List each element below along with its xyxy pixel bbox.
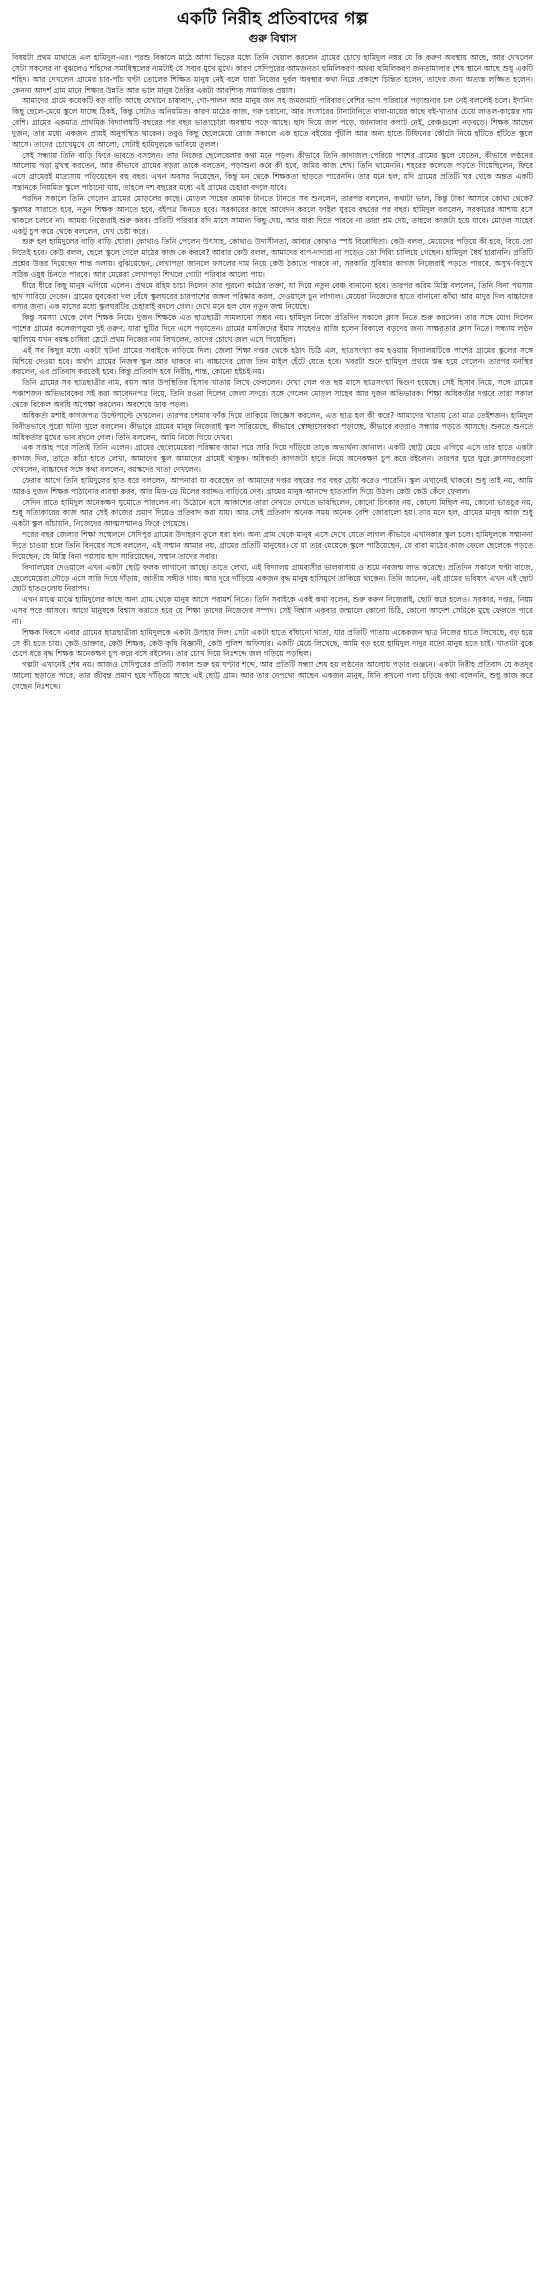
story-paragraph: এখন মাঝে মাঝে হামিদুলের কাছে অন্য গ্রাম থেকে মানুষ আসে পরামর্শ নিতে। তিনি সবাইকে একই কথা বলেন, শুরু করুন নিজেরাই, ছোট করে হলেও। সরকার, দপ্তর, নিয়ম এসব পরে আসবে। আগে মানুষকে বিশ্বাস করাতে হবে যে শিক্ষা তাদের নিজেদের সম্পদ। সেই বিশ্বাস একবার জন্মালে কোনো চিঠি, কোনো আদেশ সেটাকে মুছে ফেলতে পারে না। [12, 595, 533, 626]
story-paragraph: ধীরে ধীরে কিছু মানুষ এগিয়ে এলেন। প্রথমে রহিম চাচা দিলেন তার পুরনো কাঠের তক্তা, যা দিয়ে নতুন বেঞ্চ বানানো হবে। তারপর করিম মিস্ত্রি বললেন, তিনি বিনা পয়সায় ছাদ সারিয়ে দেবেন। গ্রামের যুবকেরা দল বেঁধে স্কুলঘরের চারপাশের জঙ্গল পরিষ্কার করল, দেওয়ালে চুন লাগাল। মেয়েরা নিজেদের হাতে বানানো কাঁথা আর মাদুর দিল বাচ্চাদের বসার জন্য। এক মাসের মধ্যে স্কুলঘরটির চেহারাই বদলে গেল। দেখে মনে হল যেন নতুন জন্ম নিয়েছে। [12, 280, 533, 312]
story-paragraph: বিষয়টা প্রথম মাথাতে এল হামিদুল-এর। পরশু বিকালে মাঠে আসা ভিড়ের মধ্যে তিনি খেয়াল করলেন গ্রামের চোখে হামিদুল নম্বর যে কি করুণ অবস্থায় আছে, আর দেখলেন সেটা সকলের না বুঝলেও শহিদের সমাধিস্থলের নামটাই যে সবার মুখে মুখে। কারণ সেদিপুরের আমজনতা হুমিলিকরণ অথবা হুমিলিকরণ জনতামালার শেষ স্থানে আছে শুধু একটি শহিদ। আর দেখলেন গ্রামের চার-পাঁচ ঘণ্টা তোলের শিক্ষিত মানুষ নেই বলে যারা নিজের দুর্বল অবস্থার কথা নিয়ে প্রকাশে চিন্তিত হলেন, তাদের জন্য অত্যন্ত লজ্জিত হলেন। কেননা আদর্শ গ্রাম মানে শিক্ষার উন্নতি আর ভাল মানুষ তৈরির একটা আবশ্যিক সামাজিক প্রয়াস। [12, 53, 533, 95]
story-paragraph: পরদিন সকালে তিনি গেলেন গ্রামের মোড়লের কাছে। মোড়ল সাহেব তামাক টানতে টানতে সব শুনলেন, তারপর বললেন, কথাটা ভাল, কিন্তু টাকা আসবে কোথা থেকে? স্কুলঘর সারাতে হবে, নতুন শিক্ষক আনতে হবে, বইপত্র কিনতে হবে। সরকারের কাছে আবেদন করলে ফাইল ঘুরবে বছরের পর বছর। হামিদুল বললেন, সরকারের আশায় বসে থাকলে চলবে না। আমরা নিজেরাই শুরু করব। প্রতিটি পরিবার যদি মাসে সামান্য কিছু দেয়, আর যারা দিতে পারবে না তারা শ্রম দেয়, তাহলে কাজটা হয়ে যাবে। মোড়ল সাহেব একটু চুপ করে থেকে বললেন, দেখ চেষ্টা করে। [12, 193, 533, 236]
story-title: একটি নিরীহ প্রতিবাদের গল্প [176, 9, 369, 29]
story-paragraph: সেই সন্ধ্যায় তিনি বাড়ি ফিরে ভাবতে বসলেন। তার নিজের ছেলেবেলার কথা মনে পড়ল। কীভাবে তিনি কাদাজল পেরিয়ে পাশের গ্রামের স্কুলে যেতেন, কীভাবে লণ্ঠনের আলোয় পড়া মুখস্থ করতেন, আর কীভাবে গ্রামের বড়রা তাকে বলতেন, পড়াশুনা করে কী হবে, জমির কাজ শেখ। তিনি থামেননি। শহরের কলেজে পড়তে গিয়েছিলেন, ফিরে এসে গ্রামেরই মাদ্রাসায় পড়িয়েছেন বহু বছর। এখন অবসর নিয়েছেন, কিন্তু মন থেকে শিক্ষকতা ছাড়তে পারেননি। তার মনে হল, যদি গ্রামের প্রতিটি ঘর থেকে অন্তত একটি সন্তানকে নিয়মিত স্কুলে পাঠানো যায়, তাহলে দশ বছরের মধ্যে এই গ্রামের চেহারা বদলে যাবে। [12, 150, 533, 193]
story-paragraph: অধিকর্তা মশাই কাগজপত্র উল্টেপাল্টে দেখলেন। তারপর চশমার ফাঁক দিয়ে তাকিয়ে জিজ্ঞেস করলেন, এত ছাত্র হল কী করে? আমাদের খাতায় তো মাত্র তেইশজন। হামিদুল বিনীতভাবে পুরো ঘটনা খুলে বললেন। কীভাবে গ্রামের মানুষ নিজেরাই স্কুল সারিয়েছে, কীভাবে স্বেচ্ছাসেবকরা পড়াচ্ছে, কীভাবে বড়রাও সন্ধ্যায় পড়তে আসছে। শুনতে শুনতে অধিকর্তার মুখের ভাব বদলে গেল। তিনি বললেন, আমি নিজে গিয়ে দেখব। [12, 410, 533, 442]
story-paragraph: শিক্ষক দিবসে এবার গ্রামের ছাত্রছাত্রীরা হামিদুলকে একটা উপহার দিল। সেটা একটা হাতে বাঁধানো খাতা, যার প্রতিটি পাতায় একেকজন ছাত্র নিজের হাতে লিখেছে, বড় হয়ে সে কী হতে চায়। কেউ ডাক্তার, কেউ শিক্ষক, কেউ কৃষি বিজ্ঞানী, কেউ পুলিশ অফিসার। একটি মেয়ে লিখেছে, আমি বড় হয়ে হামিদুল দাদুর মতো মানুষ হতে চাই। খাতাটা বুকে চেপে ধরে বৃদ্ধ শিক্ষক অনেকক্ষণ চুপ করে বসে রইলেন। তার চোখ দিয়ে নিঃশব্দে জল গড়িয়ে পড়ছিল। [12, 627, 533, 659]
story-paragraph: ফেরার আগে তিনি হামিদুলের হাত ধরে বললেন, আপনারা যা করেছেন তা আমাদের দপ্তর বছরের পর বছর চেষ্টা করেও পারেনি। স্কুল এখানেই থাকবে। শুধু তাই নয়, আমি আরও দুজন শিক্ষক পাঠানোর ব্যবস্থা করব, আর মিড-ডে মিলের বরাদ্দও বাড়িয়ে দেব। গ্রামের মানুষ আনন্দে হাততালি দিয়ে উঠল। কেউ কেউ কেঁদে ফেলল। [12, 475, 533, 496]
story-paragraph: বিদ্যালয়ের দেওয়ালে এখন একটা ছোট্ট ফলক লাগানো আছে। তাতে লেখা, এই বিদ্যালয় গ্রামবাসীর ভালবাসায় ও শ্রমে নবজন্ম লাভ করেছে। প্রতিদিন সকালে ঘণ্টা বাজে, ছেলেমেয়েরা দৌড়ে এসে সারি দিয়ে দাঁড়ায়, জাতীয় সঙ্গীত গায়। আর দূরে দাঁড়িয়ে একজন বৃদ্ধ মানুষ হাসিমুখে তাকিয়ে থাকেন। তিনি জানেন, এই গ্রামের ভবিষ্যৎ এখন এই ছোট ছোট হাতগুলোয় নিরাপদ। [12, 562, 533, 594]
story-paragraph: এই সব কিছুর মধ্যে একটা ঘটনা গ্রামের সবাইকে নাড়িয়ে দিল। জেলা শিক্ষা দপ্তর থেকে হঠাৎ চিঠি এল, ছাত্রসংখ্যা কম হওয়ায় বিদ্যালয়টিকে পাশের গ্রামের স্কুলের সঙ্গে মিশিয়ে দেওয়া হবে। অর্থাৎ গ্রামের নিজস্ব স্কুল আর থাকবে না। বাচ্চাদের রোজ তিন মাইল হেঁটে যেতে হবে। খবরটা শুনে হামিদুল প্রথমে স্তব্ধ হয়ে গেলেন। তারপর মনস্থির করলেন, এর প্রতিবাদ করতেই হবে। কিন্তু প্রতিবাদ হবে নিরীহ, শান্ত, কোনো হইচই নয়। [12, 345, 533, 377]
story-paragraph: এক সপ্তাহ পরে সত্যিই তিনি এলেন। গ্রামের ছেলেমেয়েরা পরিষ্কার জামা পরে সারি দিয়ে দাঁড়িয়ে তাকে অভ্যর্থনা জানাল। একটি ছোট্ট মেয়ে এগিয়ে এসে তার হাতে একটা কাগজ দিল, তাতে কাঁচা হাতে লেখা, আমাদের স্কুল আমাদের গ্রামেই থাকুক। অধিকর্তা কাগজটা হাতে নিয়ে অনেকক্ষণ চুপ করে রইলেন। তারপর ঘুরে ঘুরে ক্লাসঘরগুলো দেখলেন, বাচ্চাদের সঙ্গে কথা বললেন, বয়স্কদের খাতা দেখলেন। [12, 443, 533, 475]
story-paragraph: সেদিন রাতে হামিদুল অনেকক্ষণ ঘুমোতে পারলেন না। উঠোনে বসে আকাশের তারা দেখতে দেখতে ভাবছিলেন, কোনো চিৎকার নয়, কোনো মিছিল নয়, কোনো ভাঙচুর নয়, শুধু সত্যিকারের কাজ আর সেই কাজের প্রমাণ দিয়েও প্রতিবাদ করা যায়। আর সেই প্রতিবাদ অনেক সময় অনেক বেশি জোরালো হয়। তার মনে হল, গ্রামের মানুষ আজ শুধু একটা স্কুল বাঁচায়নি, নিজেদের আত্মসম্মানও ফিরে পেয়েছে। [12, 497, 533, 529]
story-paragraph: কিন্তু সমস্যা থেকে গেল শিক্ষক নিয়ে। দুজন শিক্ষকে এত ছাত্রছাত্রী সামলানো সম্ভব নয়। হামিদুল নিজে প্রতিদিন সকালে ক্লাস নিতে শুরু করলেন। তার সঙ্গে যোগ দিলেন পাশের গ্রামের কলেজপড়ুয়া দুই তরুণ, যারা ছুটির দিনে এসে পড়াতেন। গ্রামের মসজিদের ইমাম সাহেবও রাজি হলেন বিকালে বড়দের জন্য সাক্ষরতার ক্লাস নিতে। সন্ধ্যায় লণ্ঠন জ্বালিয়ে যখন বয়স্ক চাষিরা স্লেটে প্রথম নিজের নাম লিখলেন, তাদের চোখে জল এসে গিয়েছিল। [12, 313, 533, 344]
story-author: গুরু বিশ্বাস [248, 32, 297, 45]
story-body [12, 53, 533, 693]
story-paragraph: শুরু হল হামিদুলের বাড়ি বাড়ি ঘোরা। কোথাও তিনি পেলেন উৎসাহ, কোথাও উদাসীনতা, আবার কোথাও স্পষ্ট বিরোধিতা। কেউ বলল, মেয়েদের পড়িয়ে কী হবে, বিয়ে তো দিতেই হবে। কেউ বলল, ছেলে স্কুলে গেলে মাঠের কাজ কে করবে? আবার কেউ বলল, আমাদের বাপ-দাদারা না পড়েও তো দিব্যি চালিয়ে গেছেন। হামিদুল ধৈর্য হারাননি। প্রতিটি প্রশ্নের উত্তর দিয়েছেন শান্ত গলায়। বুঝিয়েছেন, লেখাপড়া জানলে ফসলের দাম নিয়ে কেউ ঠকাতে পারবে না, সরকারি সুবিধার কাগজ নিজেরাই পড়তে পারবে, অসুখ-বিসুখে সঠিক ওষুধ চিনতে পারবে। আর মেয়েরা লেখাপড়া শিখলে গোটা পরিবার আলো পায়। [12, 237, 533, 279]
story-paragraph: আমাদের গ্রামে কয়েকটি বড় বাড়ি আছে যেখানে চাষাবাদ, গো-পালন আর মানুষ জন সহ জমজমাট পরিবার। বেশির ভাগ পরিবারে পড়াশুনার চল নেই বললেই চলে। ইদানিং কিছু ছেলে-মেয়ে স্কুলে যাচ্ছে ঠিকই, কিন্তু সেটাও অনিয়মিত। কারণ মাঠের কাজ, গরু চরানো, আর সংসারের টানাটানিতে বাবা-মায়ের কাছে বই-খাতার চেয়ে লাঙল-কাস্তের দাম বেশি। গ্রামের একমাত্র প্রাথমিক বিদ্যালয়টি বছরের পর বছর ভাঙাচোরা অবস্থায় পড়ে আছে। ছাদ দিয়ে জল পড়ে, জানালার কপাট নেই, বেঞ্চগুলো নড়বড়ে। শিক্ষক আছেন দুজন, তার মধ্যে একজন প্রায়ই অনুপস্থিত থাকেন। তবুও কিছু ছেলেমেয়ে রোজ সকালে এক হাতে বইয়ের পুঁটলি আর অন্য হাতে টিফিনের কৌটো নিয়ে হাঁটতে হাঁটতে স্কুলে আসে। তাদের চোখেমুখে যে আলো, সেটাই হামিদুলকে ভাবিয়ে তুলল। [12, 96, 533, 149]
story-paragraph: গল্পটা এখানেই শেষ নয়। আজও সেদিপুরের প্রতিটি সকাল শুরু হয় ঘণ্টার শব্দে, আর প্রতিটি সন্ধ্যা শেষ হয় লণ্ঠনের আলোয় পড়ার গুঞ্জনে। একটা নিরীহ প্রতিবাদ যে কতদূর আলো ছড়াতে পারে, তার জীবন্ত প্রমাণ হয়ে দাঁড়িয়ে আছে এই ছোট্ট গ্রাম। আর তার নেপথ্যে আছেন একজন মানুষ, যিনি কখনো গলা চড়িয়ে কথা বলেননি, শুধু কাজ করে গেছেন নিঃশব্দে। [12, 660, 533, 691]
story-paragraph: তিনি গ্রামের সব ছাত্রছাত্রীর নাম, বয়স আর উপস্থিতির হিসাব খাতায় লিখে ফেললেন। দেখা গেল গত ছয় মাসে ছাত্রসংখ্যা দ্বিগুণ হয়েছে। সেই হিসাব নিয়ে, সঙ্গে গ্রামের পঞ্চাশজন অভিভাবকের সই করা আবেদনপত্র নিয়ে, তিনি রওনা দিলেন জেলা সদরে। সঙ্গে গেলেন মোড়ল সাহেব আর দুজন অভিভাবক। শিক্ষা অধিকর্তার দপ্তরে তারা সকাল থেকে বিকেল অবধি অপেক্ষা করলেন। অবশেষে ডাক পড়ল। [12, 378, 533, 409]
story-paragraph: পরের বছর জেলার শিক্ষা সম্মেলনে সেদিপুর গ্রামের উদাহরণ তুলে ধরা হল। অন্য গ্রাম থেকে মানুষ এসে দেখে যেতে লাগল কীভাবে এখানকার স্কুল চলে। হামিদুলকে সম্মাননা দিতে চাওয়া হলে তিনি বিনয়ের সঙ্গে বললেন, এই সম্মান আমার নয়, গ্রামের প্রতিটি মানুষের। যে মা তার মেয়েকে স্কুলে পাঠিয়েছেন, যে বাবা মাঠের কাজ ফেলে ছেলেকে পড়তে দিয়েছেন, যে মিস্ত্রি বিনা পয়সায় ছাদ সারিয়েছেন, সম্মান তাদের সবার। [12, 530, 533, 561]
